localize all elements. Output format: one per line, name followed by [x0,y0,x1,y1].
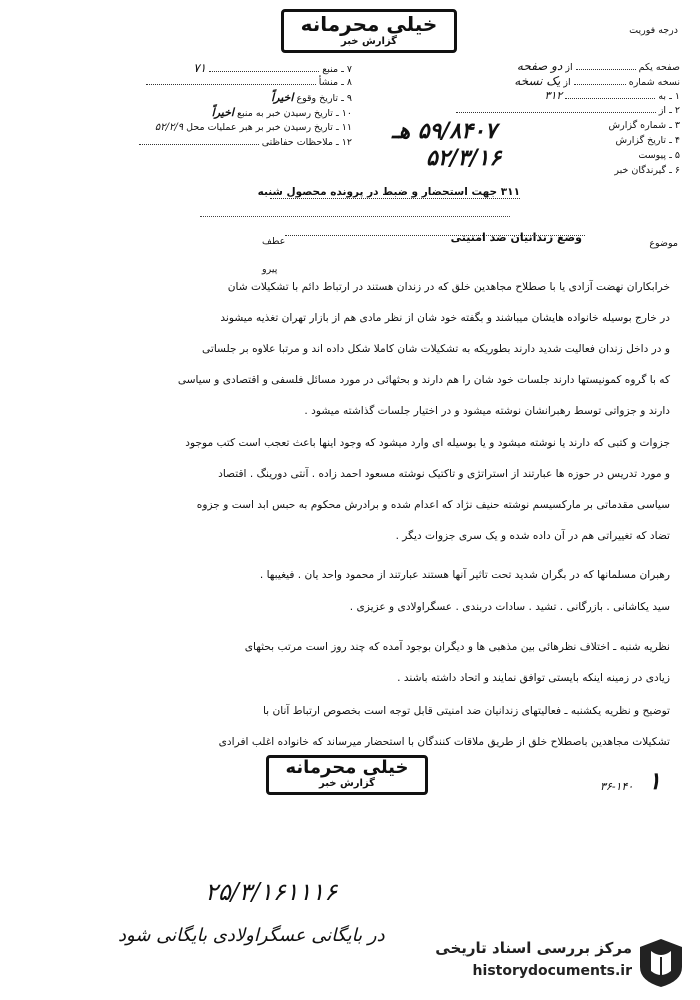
field-page-mid: از [565,62,573,73]
field-security-notes-label: ۱۲ ـ ملاحظات حفاظتی [261,137,352,148]
page-mark: ۱ [648,766,661,795]
subject-text: وضع زندانیان ضد امنیتی [450,231,582,244]
body-line: نظریه شنبه ـ اختلاف نظرهائی بین مذهبی ها و دیگران بوجود آمده که چند روز است مرتب بحثهای [244,641,670,653]
field-recipients [370,165,680,180]
field-copy-mid: از [563,77,571,88]
priority-label: درجه فوریت [629,25,678,36]
handwritten-archive-note: در بایگانی عسگراولادی بایگانی شود [118,925,385,946]
body-line: در خارج بوسیله خانواده هایشان میباشند و بگفته خود شان از نظر مادی هم از بازار تهران تغذیه میشوند [220,312,670,324]
field-occurrence-date-label: ۹ ـ تاریخ وقوع [296,93,352,104]
footer-classification-text: خیلی محرمانه [285,757,409,778]
body-line: و مورد تدریس در حوزه ها عبارتند از استراتژی و تاکتیک نوشته مسعود احمد زاده . آنتی دورینگ . اقتصاد [218,468,670,480]
subject-dots [285,235,585,236]
field-to-value: ۳۱۲ [544,89,563,102]
field-occurrence-date [62,92,352,107]
body-line: تشکیلات مجاهدین باصطلاح خلق از طریق ملاقات کنندگان با استحضار میرساند که خانواده اغلب افرادی [218,736,670,748]
watermark-title: مرکز بررسی اسناد تاریخی [435,939,632,957]
field-attachment [370,150,680,165]
body-line: تضاد که تغییراتی هم در آن داده شده و یک سری جزوات دیگر . [395,530,670,542]
footer-classification-stamp [266,755,428,795]
body-line: رهبران مسلمانها که در بگران شدید تحت تاثیر آنها هستند عبارتند از محمود واحد یان . فیغیبها . [259,569,670,581]
subject-followup-note: پیرو [262,264,278,275]
field-page-label: صفحه یکم [638,62,680,73]
field-security-notes [62,137,352,152]
field-source [62,62,352,77]
field-recipients-label: ۶ ـ گیرندگان خبر [614,165,680,176]
body-line: و در داخل زندان فعالیت شدید دارند بطوریکه به تشکیلات شان کاملا شکل داده اند و مرتبا علاوه بر جلساتی [202,343,670,355]
field-copy [370,75,680,90]
field-to [370,90,680,105]
body-line: سیاسی مقدماتی بر مارکسیسم نوشته حنیف نژاد که اعدام شده و برادرش محکوم به حبس ابد است و جزوه [196,499,670,511]
body-line: سید یکاشانی . بازرگانی . تشید . سادات دربندی . عسگراولادی و عزیزی . [349,601,670,613]
subject-label: موضوع [649,238,678,249]
field-copy-label: نسخه شماره [628,77,680,88]
field-source-received-date [62,107,352,122]
field-from-label: ۲ ـ از [658,105,680,116]
body-line: جزوات و کتبی که دارند یا نوشته میشود و یا بوسیله ای وارد میشود که وجود اینها باعث تعجب است کتب موجود [185,437,670,449]
watermark-url: historydocuments.ir [472,963,632,979]
classification-stamp [281,9,457,53]
page-reference: ۳۶-۱۴۰ [600,780,634,793]
field-source-label: ۷ ـ منبع [322,64,352,75]
body-line: دارند و جزواتی توسط رهبرانشان نوشته میشود و در اختیار جلسات گذاشته میشود . [304,405,670,417]
subject-ref-note: عطف [262,236,286,247]
field-origin [62,77,352,92]
field-ops-received-date-value: ۵۲/۲/۹ [154,122,184,133]
field-source-received-date-value: اخیراً [211,106,234,119]
field-report-date-label: ۴ ـ تاریخ گزارش [615,135,680,146]
body-line: زیادی در زمینه اینکه بایستی توافق نمایند و اتحاد داشته باشند . [397,672,670,684]
header-divider [200,216,510,217]
handwritten-date: ۵۲/۳/۱۶ [426,145,502,171]
field-source-value: ۷۱ [193,61,207,75]
body-line: خرابکاران نهضت آزادی یا با صطلاح مجاهدین خلق که در زندان هستند در ارتباط دائم با تشکیلات شان [227,281,670,293]
field-report-number-label: ۳ ـ شماره گزارش [608,120,680,131]
body-line: توضیح و نظریه یکشنبه ـ فعالیتهای زندانیان ضد امنیتی قابل توجه است بخصوص ارتباط آنان با [262,705,670,717]
field-origin-label: ۸ ـ منشأ [318,77,352,88]
classification-subtext: گزارش خبر [340,36,397,47]
handwritten-archive-number: ۲۵/۳/۱۶۱۱۱۶ [205,878,338,906]
handwritten-number: ۵۹/۸۴۰۷ هـ [392,118,497,144]
watermark [415,935,690,995]
field-ops-received-date [62,122,352,137]
classification-text: خیلی محرمانه [300,12,438,36]
field-page-value: دو صفحه [516,59,563,73]
field-ops-received-date-label: ۱۱ ـ تاریخ رسیدن خبر بر هبر عملیات محل [186,122,352,133]
archive-logo-icon [636,937,686,989]
field-copy-value: یک نسخه [514,74,561,88]
field-attachment-label: ۵ ـ پیوست [638,150,680,161]
footer-classification-subtext: گزارش خبر [318,778,375,789]
body-line: که با گروه کمونیستها دارند جلسات خود شان را هم دارند و بحثهائی در مورد مسائل فلسفی و اقتصادی و سیاسی [177,374,670,386]
field-page [370,60,680,75]
action-note: ۳۱۱ جهت استحضار و ضبط در پرونده محصول شنبه [257,186,520,198]
field-occurrence-date-value: اخیراً [271,91,294,104]
left-header-fields [62,62,352,152]
field-to-label: ۱ ـ به [658,91,680,102]
field-source-received-date-label: ۱۰ ـ تاریخ رسیدن خبر به منبع [237,108,352,119]
